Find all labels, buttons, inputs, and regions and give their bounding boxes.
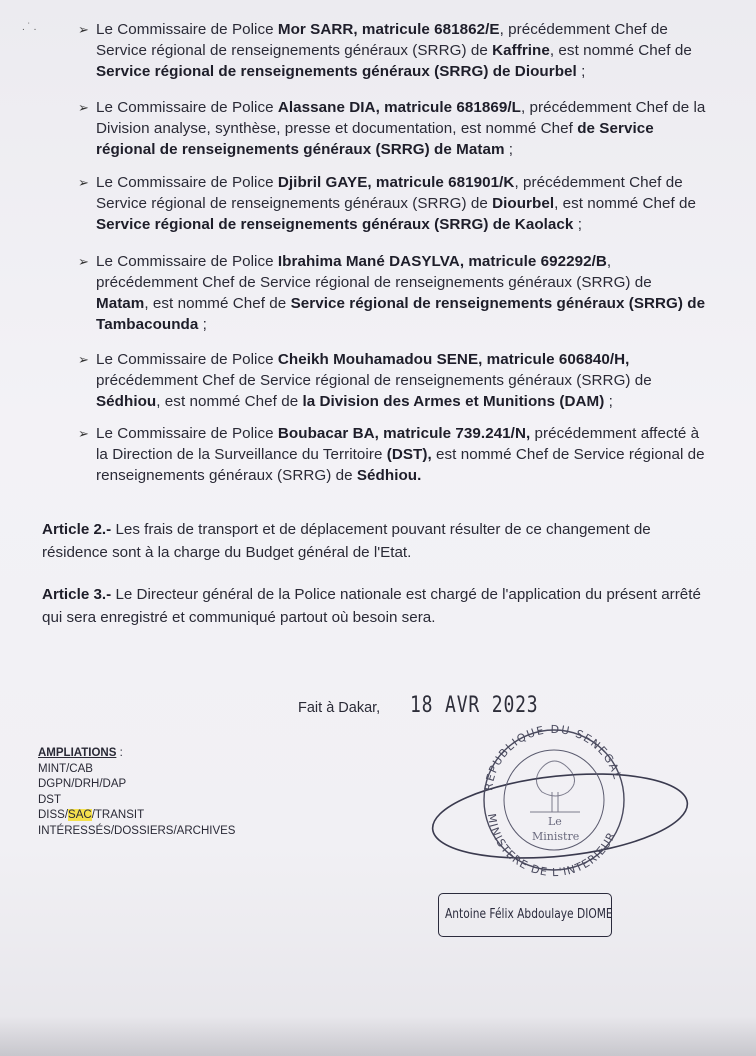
ampliation-line: DST — [38, 793, 61, 806]
svg-text:REPUBLIQUE DU SENEGAL — [482, 723, 624, 792]
arrowhead-bullet-icon: ➢ — [78, 426, 89, 441]
date-stamp: 18 AVR 2023 — [410, 693, 539, 718]
highlighted-text: SAC — [68, 809, 92, 821]
arrowhead-bullet-icon: ➢ — [78, 254, 89, 269]
margin-mark: . ˙ . — [22, 22, 37, 33]
arrowhead-bullet-icon: ➢ — [78, 352, 89, 367]
appointment-item-6 — [78, 423, 708, 486]
article-2-label: Article 2.- — [42, 521, 112, 538]
arrowhead-bullet-icon: ➢ — [78, 175, 89, 190]
article-3-label: Article 3.- — [42, 586, 112, 603]
appointment-item-5 — [78, 349, 708, 412]
article-3 — [42, 583, 702, 629]
ampliation-line: INTÉRESSÉS/DOSSIERS/ARCHIVES — [38, 824, 236, 837]
appointment-text: Le Commissaire de Police Cheikh Mouhamadou SENE, matricule 606840/H, précédemment Chef de Service régional de renseignements généraux (SRRG) de Sédhiou, est nommé Chef de la Division des Armes et Munitions (DAM) ; — [96, 351, 652, 410]
ampliation-line-diss: DISS/SAC/TRANSIT — [38, 809, 145, 821]
appointment-item-2 — [78, 97, 708, 160]
appointment-text: Le Commissaire de Police Ibrahima Mané DASYLVA, matricule 692292/B, précédemment Chef de Service régional de renseignements généraux (SRRG) de Matam, est nommé Chef de Service régional de renseignements généraux (SRRG) de Tambacounda ; — [96, 253, 706, 333]
ampliations-list — [38, 746, 235, 839]
article-2 — [42, 518, 702, 564]
seal-top-text: REPUBLIQUE DU SENEGAL — [482, 722, 625, 792]
seal-center-line2: Ministre — [532, 830, 580, 843]
seal-center-line1: Le — [548, 815, 562, 828]
appointment-text: Le Commissaire de Police Djibril GAYE, matricule 681901/K, précédemment Chef de Service régional de renseignements généraux (SRRG) de Diourbel, est nommé Chef de Service régional de renseignements généraux (SRRG) de Kaolack ; — [96, 174, 697, 233]
appointment-item-1 — [78, 19, 708, 82]
baobab-emblem-icon — [530, 761, 580, 812]
article-3-text: Le Directeur général de la Police nationale est chargé de l'application du présent arrêté qui sera enregistré et communiqué partout où besoin sera. — [42, 586, 701, 626]
appointment-text: Le Commissaire de Police Mor SARR, matricule 681862/E, précédemment Chef de Service régional de renseignements généraux (SRRG) de Kaffrine, est nommé Chef de Service régional de renseignements généraux (SRRG) de Diourbel ; — [96, 21, 692, 80]
page-edge-shadow — [0, 1016, 756, 1056]
appointment-item-3 — [78, 172, 708, 235]
arrowhead-bullet-icon: ➢ — [78, 100, 89, 115]
seal-bottom-text: MINISTERE DE L'INTERIEUR — [484, 812, 619, 880]
ampliation-line: MINT/CAB — [38, 762, 93, 775]
ministry-seal — [430, 700, 730, 900]
arrowhead-bullet-icon: ➢ — [78, 22, 89, 37]
article-2-text: Les frais de transport et de déplacement pouvant résulter de ce changement de résidence sont à la charge du Budget général de l'Etat. — [42, 521, 651, 561]
signatory-name: Antoine Félix Abdoulaye DIOME — [445, 907, 613, 922]
ampliation-line: DGPN/DRH/DAP — [38, 778, 127, 790]
appointment-text: Le Commissaire de Police Boubacar BA, matricule 739.241/N, précédemment affecté à la Direction de la Surveillance du Territoire (DST), est nommé Chef de Service régional de renseignements généraux (SRRG) de Sédhiou. — [96, 425, 705, 484]
appointment-text: Le Commissaire de Police Alassane DIA, matricule 681869/L, précédemment Chef de la Division analyse, synthèse, presse et documentation, est nommé Chef de Service régional de renseignements généraux (SRRG) de Matam ; — [96, 99, 706, 158]
signatory-stamp — [438, 893, 612, 937]
place-of-signature: Fait à Dakar, — [298, 700, 381, 716]
appointment-item-4 — [78, 251, 708, 335]
ampliations-heading: AMPLIATIONS : — [38, 747, 123, 759]
